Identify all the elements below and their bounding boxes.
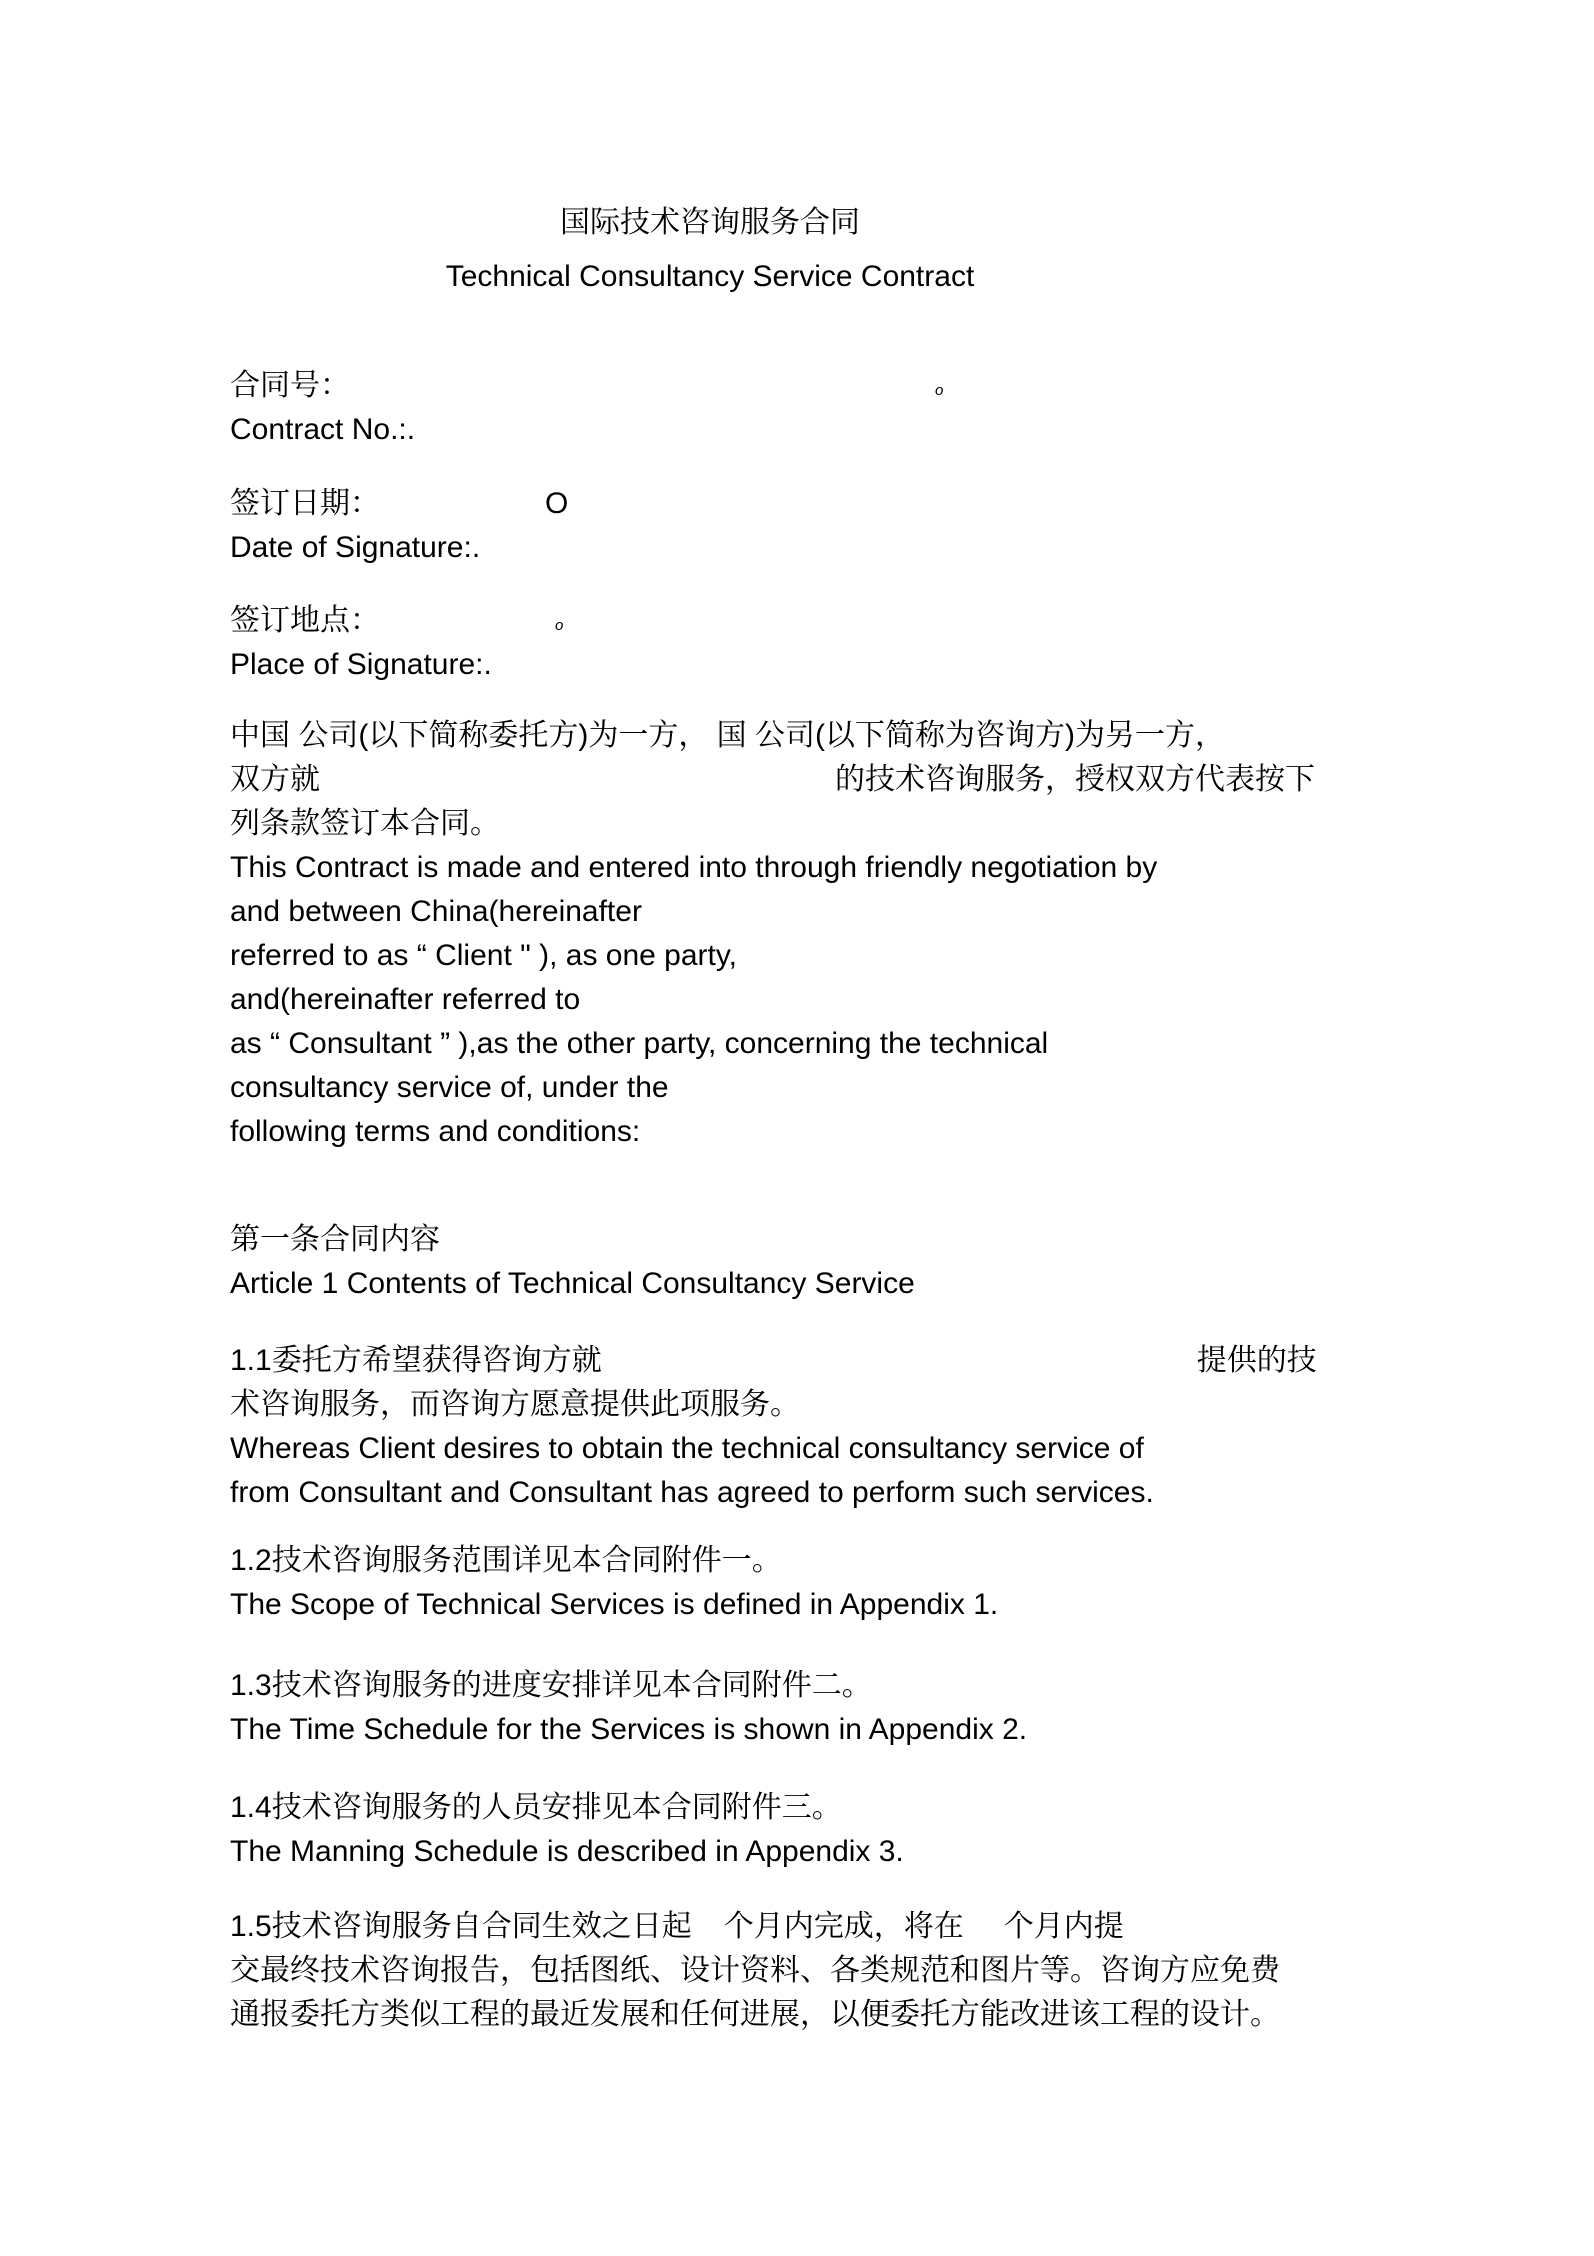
article1-heading-en: Article 1 Contents of Technical Consultancy Service (230, 1267, 915, 1300)
article1-heading-block (230, 1218, 915, 1306)
preamble-en-line-7: following terms and conditions: (230, 1115, 641, 1148)
place-of-signature-block (230, 599, 563, 687)
clause-1-5-cn-line-1 (230, 1905, 1280, 1949)
clause-1-5-cn-1a: 1.5技术咨询服务自合同生效之日起 (230, 1910, 692, 1943)
blank-fill-space (350, 394, 935, 395)
clause-1-5-cn-line-2: 交最终技术咨询报告，包括图纸、设计资料、各类规范和图片等。咨询方应免费 (230, 1954, 1280, 1987)
preamble-en-line-5: as “ Consultant ” ),as the other party, concerning the technical (230, 1027, 1049, 1060)
date-line-cn (230, 482, 568, 526)
place-line-cn (230, 599, 563, 643)
contract-no-line-cn (230, 364, 943, 408)
document-title-english: Technical Consultancy Service Contract (445, 260, 975, 293)
preamble-block (230, 714, 1315, 1154)
clause-1-2-en: The Scope of Technical Services is defined in Appendix 1. (230, 1588, 999, 1621)
placeholder-mark: o (555, 617, 564, 634)
clause-1-4-cn: 1.4技术咨询服务的人员安排见本合同附件三。 (230, 1791, 842, 1824)
clause-1-5-cn-1b: 个月内完成，将在 (723, 1910, 964, 1943)
preamble-en-line-3: referred to as “ Client " ), as one party, (230, 939, 737, 972)
place-label-cn: 签订地点： (230, 604, 380, 637)
clause-1-4-en: The Manning Schedule is described in Appendix 3. (230, 1835, 904, 1868)
clause-1-3-en: The Time Schedule for the Services is shown in Appendix 2. (230, 1713, 1028, 1746)
document-title-chinese: 国际技术咨询服务合同 (560, 206, 860, 239)
clause-1-5-cn-1c: 个月内提 (1003, 1910, 1124, 1943)
blank-fill-space (380, 629, 555, 630)
contract-no-line-en: Contract No.:. (230, 413, 416, 446)
clause-1-2-cn: 1.2技术咨询服务范围详见本合同附件一。 (230, 1544, 782, 1577)
clause-1-3-cn: 1.3技术咨询服务的进度安排详见本合同附件二。 (230, 1669, 872, 1702)
clause-1-1-cn-b: 提供的技 (1196, 1344, 1317, 1377)
preamble-cn-line-2b: 的技术咨询服务，授权双方代表按下 (835, 763, 1315, 796)
clause-1-4-block (230, 1786, 904, 1874)
preamble-en-line-6: consultancy service of, under the (230, 1071, 669, 1104)
blank-fill-space (964, 1935, 1004, 1936)
preamble-en-line-4: and(hereinafter referred to (230, 983, 581, 1016)
preamble-en-line-1: This Contract is made and entered into through friendly negotiation by (230, 851, 1158, 884)
placeholder-mark: O (545, 487, 569, 520)
clause-1-1-cn-line-1 (230, 1339, 1317, 1383)
preamble-en-line-2: and between China(hereinafter (230, 895, 642, 928)
article1-heading-cn: 第一条合同内容 (230, 1223, 440, 1256)
blank-fill-space (380, 512, 545, 513)
place-line-en: Place of Signature:. (230, 648, 492, 681)
preamble-cn-line-2 (230, 758, 1315, 802)
blank-fill-space (692, 1935, 724, 1936)
date-line-en: Date of Signature:. (230, 531, 481, 564)
clause-1-1-block (230, 1339, 1317, 1515)
placeholder-mark: o (935, 382, 944, 399)
preamble-cn-line-3: 列条款签订本合同。 (230, 807, 500, 840)
contract-no-block (230, 364, 943, 452)
blank-fill-space (602, 1369, 1197, 1370)
clause-1-3-block (230, 1664, 1027, 1752)
date-of-signature-block (230, 482, 568, 570)
document-title-block (230, 196, 1190, 304)
clause-1-1-cn-a: 1.1委托方希望获得咨询方就 (230, 1344, 602, 1377)
clause-1-1-cn-line-2: 术咨询服务，而咨询方愿意提供此项服务。 (230, 1388, 800, 1421)
clause-1-5-cn-line-3: 通报委托方类似工程的最近发展和任何进展，以便委托方能改进该工程的设计。 (230, 1998, 1280, 2031)
contract-no-label-cn: 合同号： (230, 369, 350, 402)
clause-1-1-en-line-2: from Consultant and Consultant has agreed to perform such services. (230, 1476, 1154, 1509)
preamble-cn-line-2a: 双方就 (230, 763, 320, 796)
clause-1-5-block (230, 1905, 1280, 2037)
blank-fill-space (320, 788, 835, 789)
clause-1-1-en-line-1: Whereas Client desires to obtain the technical consultancy service of (230, 1432, 1144, 1465)
preamble-cn-line-1: 中国 公司(以下简称委托方)为一方， 国 公司(以下简称为咨询方)为另一方， (230, 719, 1225, 752)
date-label-cn: 签订日期： (230, 487, 380, 520)
clause-1-2-block (230, 1539, 998, 1627)
